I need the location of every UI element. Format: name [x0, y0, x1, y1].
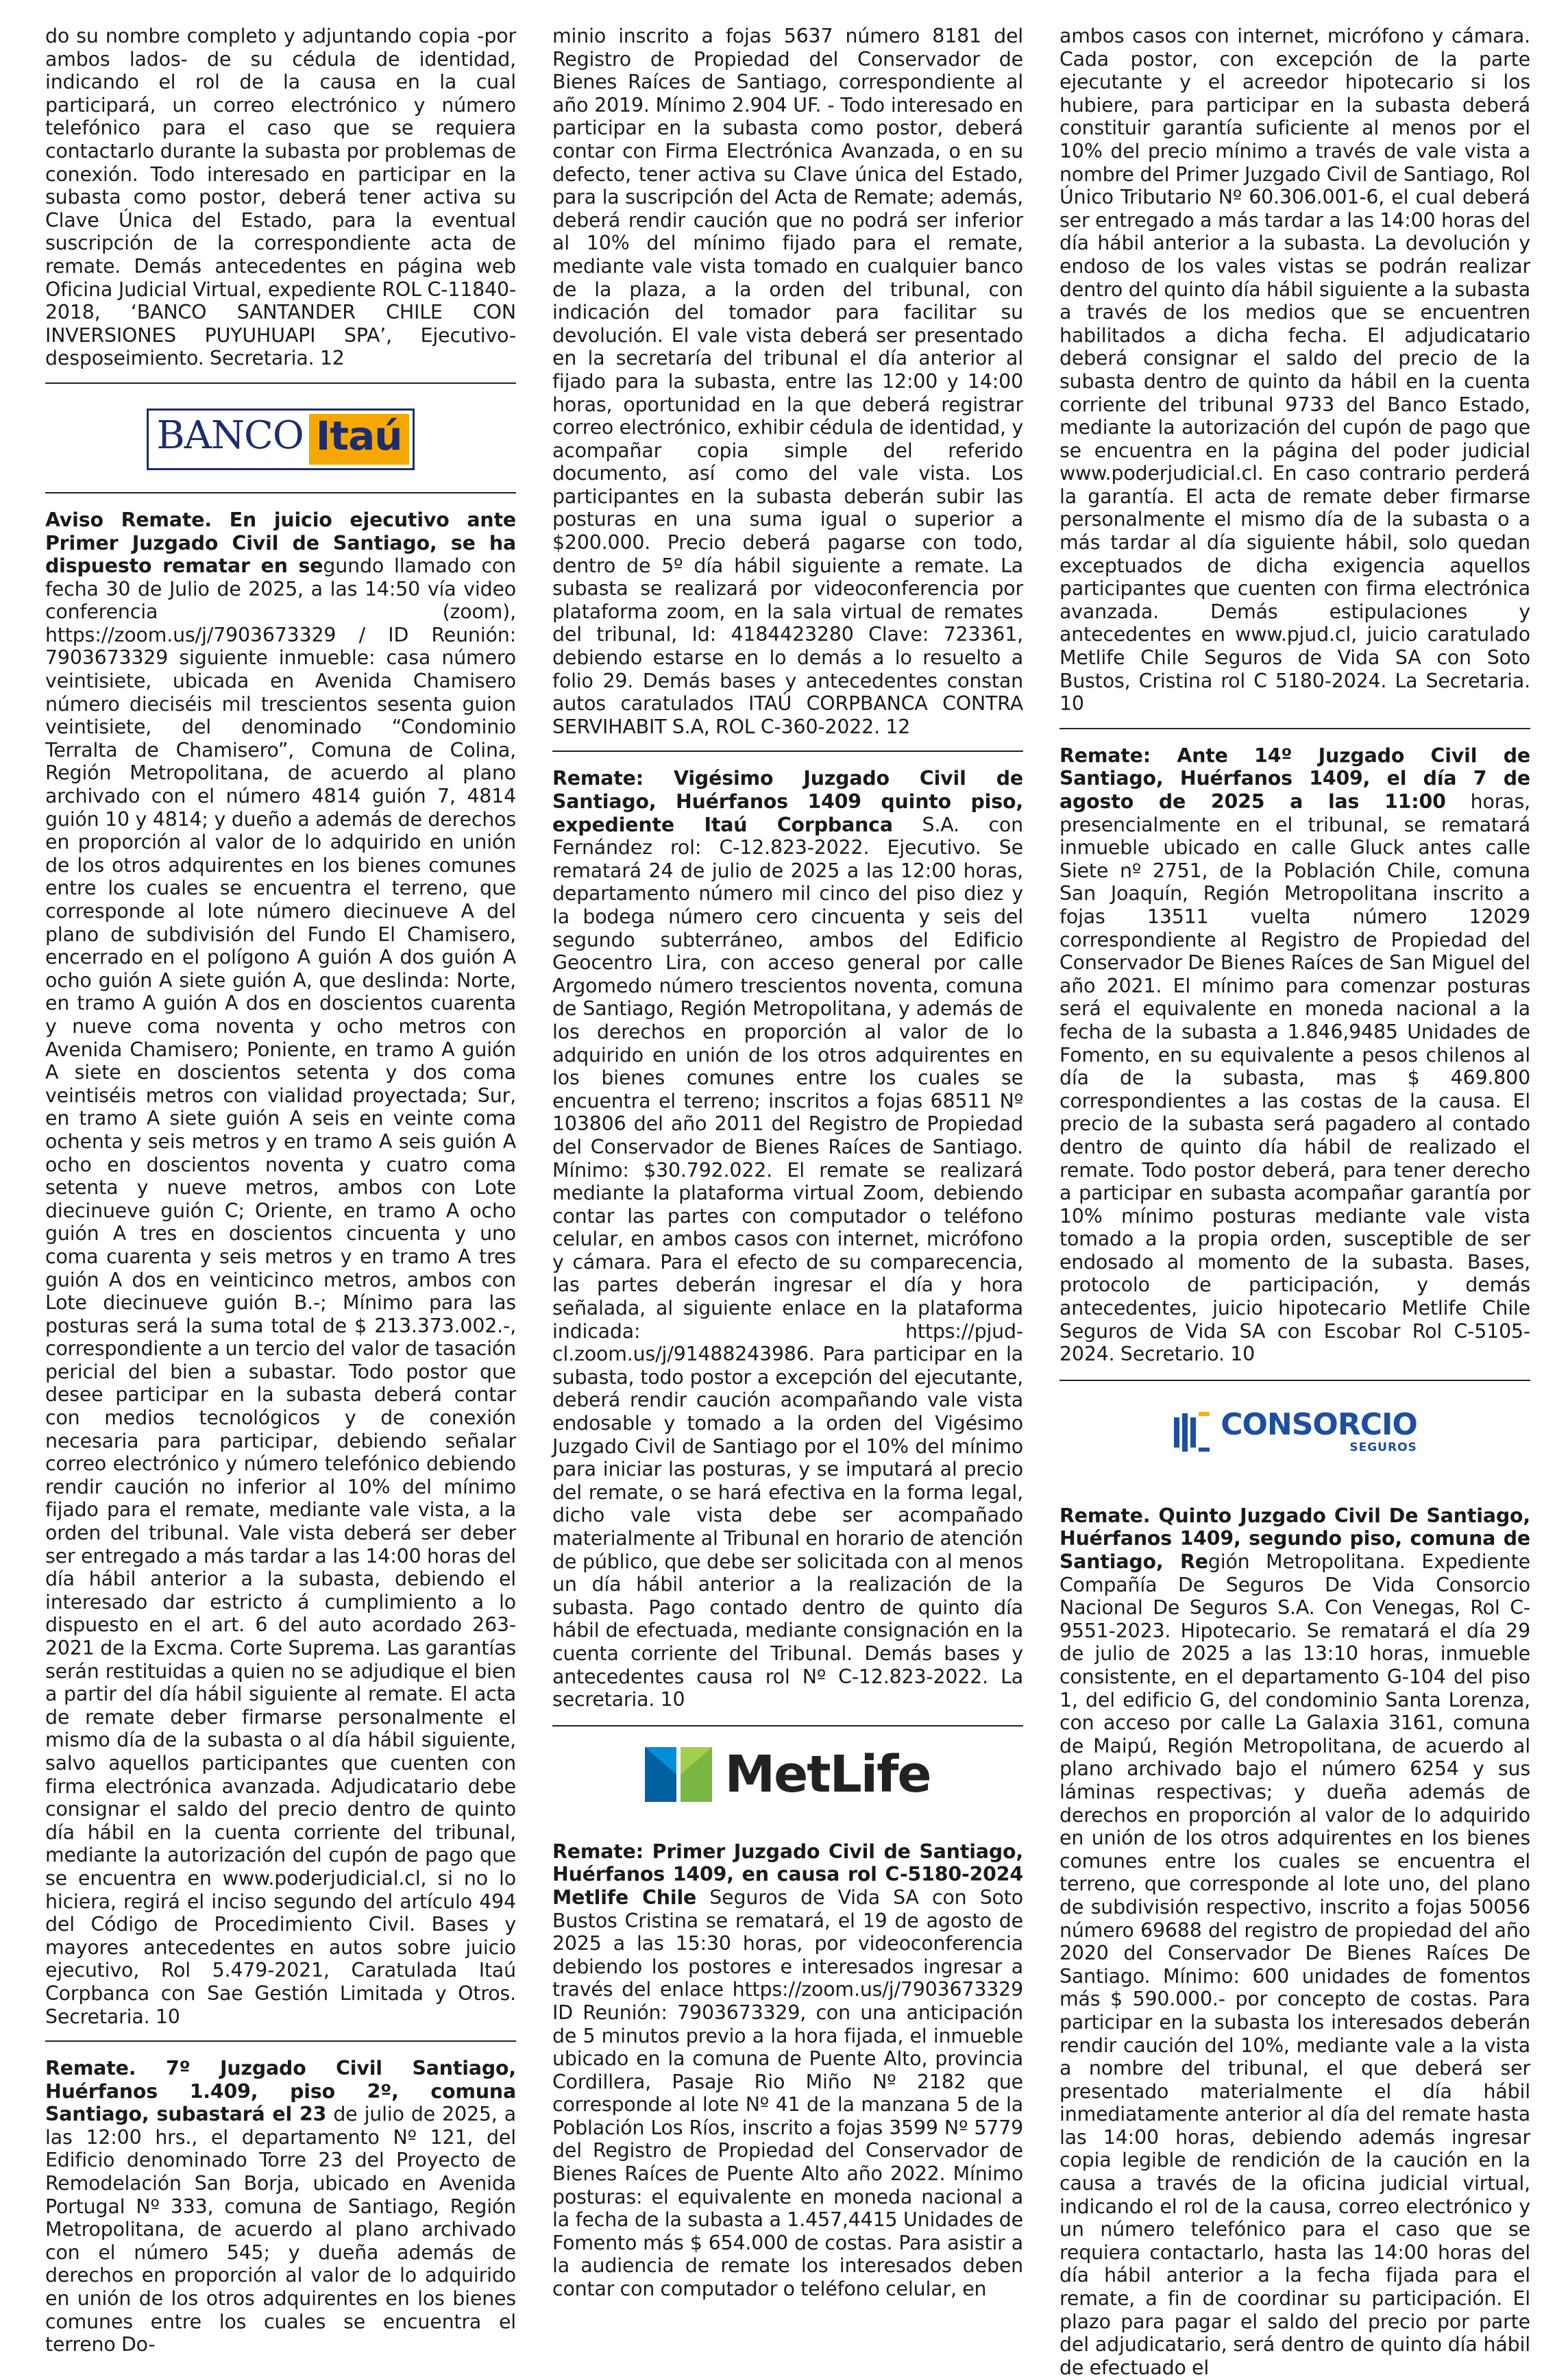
notice-metlife-soto: Remate: Primer Juzgado Civil de Santiago, Huérfanos 1409, en causa rol C-5180-2024 Metlife Chile Seguros de Vida SA con Soto Bustos Cristina se rematará, el 19 de agosto de 2025 a las 15:30 horas, por videoconferencia debiendo los postores e interesados ingresar a través del enlace https://zoom.us/j/7903673329 ID Reunión: 7903673329, con una anticipación de 5 minutos previo a la hora fijada, el inmueble ubicado en la comuna de Puente Alto, provincia Cordillera, Pasaje Rio Miño Nº 2182 que corresponde al lote Nº 41 de la manzana 5 de la Población Los Ríos, inscrito a fojas 3599 Nº 5779 del Registro de Propiedad del Conservador de Bienes Raíces de Puente Alto año 2022. Mínimo posturas: el equivalente en moneda nacional a la fecha de la subasta a 1.457,4415 Unidades de Fomento más $ 654.000 de costas. Para asistir a la audiencia de remate los interesados deben contar con computador o teléfono celular, en	[552, 1840, 1023, 2301]
notice-itau-chamisero: Aviso Remate. En juicio ejecutivo ante Primer Juzgado Civil de Santiago, se ha dispuesto rematar en segundo llamado con fecha 30 de Julio de 2025, a las 14:50 vía video conferencia (zoom), https://zoom.us/j/7903673329 / ID Reunión: 7903673329 siguiente inmueble: casa número veintisiete, ubicada en Avenida Chamisero número dieciséis mil trescientos sesenta guion veintisiete, del denominado “Condominio Terralta de Chamisero”, Comuna de Colina, Región Metropolitana, de acuerdo al plano archivado con el número 4814 guión 7, 4814 guión 10 y 4814; y dueño a además de derechos en proporción al valor de lo adquirido en unión de los otros adquirentes en los bienes comunes entre los cuales se encuentra el terreno, que corresponde al lote número diecinueve A del plano de subdivisión del Fundo El Chamisero, encerrado en el polígono A guión A dos guión A ocho guión A siete guión A, que deslinda: Norte, en tramo A guión A dos en doscientos cuarenta y nueve coma noventa y ocho metros con Avenida Chamisero; Poniente, en tramo A guión A siete en doscientos setenta y dos coma veintiséis metros con vialidad proyectada; Sur, en tramo A siete guión A seis en veinte coma ochenta y seis metros y en tramo A seis guión A ocho en doscientos noventa y cuatro coma setenta y nueve metros, ambos con Lote diecinueve guión C; Oriente, en tramo A ocho guión A tres en doscientos cincuenta y uno coma cuarenta y seis metros y en tramo A tres guión A dos en veinticinco metros, ambos con Lote diecinueve guión B.-; Mínimo para las posturas será la suma total de $ 213.373.002.-, correspondiente a un tercio del valor de tasación pericial del bien a subastar. Todo postor que desee participar en la subasta deberá contar con medios tecnológicos y de conexión necesaria para participar, debiendo señalar correo electrónico y número telefónico debiendo rendir caución no inferior al 10% del mínimo fijado para el remate, mediante vale vista, a la orden del tribunal. Vale vista deberá ser deber ser entregado a más tardar a las 14:00 horas del día hábil anterior a la subasta, debiendo el interesado dar estricto á cumplimiento a lo dispuesto en el art. 6 del auto acordado 263-2021 de la Excma. Corte Suprema. Las garantías serán restituidas a quien no se adjudique el bien a partir del día hábil siguiente al remate. El acta de remate deber firmarse personalmente el mismo día de la subasta o al día hábil siguiente, salvo aquellos participantes que cuenten con firma electrónica avanzada. Adjudicatario debe consignar el saldo del precio dentro de quinto día hábil en la cuenta corriente del tribunal, mediante la autorización del cupón de pago que se encuentra en www.poderjudicial.cl, si no lo hiciera, regirá el inciso segundo del artículo 494 del Código de Procedimiento Civil. Bases y mayores antecedentes en autos sobre juicio ejecutivo, Rol 5.479-2021, Caratulada Itaú Corpbanca con Sae Gestión Limitada y Otros. Secretaria. 10	[45, 508, 516, 2028]
metlife-logo	[552, 1739, 1023, 1810]
notice-vigesimo-juzgado: Remate: Vigésimo Juzgado Civil de Santiago, Huérfanos 1409 quinto piso, expediente Itaú Corpbanca S.A. con Fernández rol: C-12.823-2022. Ejecutivo. Se rematará 24 de julio de 2025 a las 12:00 horas, departamento número mil cinco del piso diez y la bodega número cero cincuenta y seis del segundo subterráneo, ambos del Edificio Geocentro Lira, con acceso general por calle Argomedo número trescientos noventa, comuna de Santiago, Región Metropolitana, y además de los derechos en proporción al valor de lo adquirido en unión de los otros adquirentes en los bienes comunes entre los cuales se encuentra el terreno; inscritos a fojas 68511 Nº 103806 del año 2011 del Registro de Propiedad del Conservador de Bienes Raíces de Santiago. Mínimo: $30.792.022. El remate se realizará mediante la plataforma virtual Zoom, debiendo contar las partes con computador o teléfono celular, en ambos casos con internet, micrófono y cámara. Para el efecto de su comparecencia, las partes deberán ingresar el día y hora señalada, al siguiente enlace en la plataforma indicada: https://pjud-cl.zoom.us/j/91488243986. Para participar en la subasta, todo postor a excepción del ejecutante, deberá rendir caución acompañando vale vista endosable y tomado a la orden del Vigésimo Juzgado Civil de Santiago por el 10% del mínimo para iniciar las posturas, y se imputará al precio del remate, o se hará efectiva en la forma legal, dicho vale vista debe ser acompañado materialmente al Tribunal en horario de atención de público, que debe ser solicitada con al menos un día hábil anterior a la realización de la subasta. Pago contado dentro de quinto día hábil de efectuada, mediante consignación en la cuenta corriente del Tribunal. Demás bases y antecedentes causa rol Nº C-12.823-2022. La secretaria. 10	[552, 767, 1023, 1711]
divider	[45, 2040, 516, 2042]
logo-itau-text: Itaú	[309, 414, 409, 465]
notice-heading: Remate: Vigésimo Juzgado Civil de Santiago, Huérfanos 1409 quinto piso, expediente Itaú Corpbanca	[552, 767, 1023, 836]
logo-banco-text: BANCO	[156, 413, 304, 458]
notice-heading: Remate. Quinto Juzgado Civil De Santiago, Huérfanos 1409, segundo piso, comuna de Santiago, Re	[1059, 1504, 1530, 1574]
metlife-mark-icon	[645, 1747, 712, 1802]
divider	[1059, 1380, 1530, 1381]
divider	[1059, 728, 1530, 729]
column-2	[552, 25, 1023, 2301]
notice-7-juzgado-tail: minio inscrito a fojas 5637 número 8181 del Registro de Propiedad del Conservador de Bienes Raíces de Santiago, correspondiente al año 2019. Mínimo 2.904 UF. - Todo interesado en participar en la subasta como postor, deberá contar con Firma Electrónica Avanzada, o en su defecto, tener activa su Clave única del Estado, para la suscripción del Acta de Remate; además, deberá rendir caución que no podrá ser inferior al 10% del mínimo fijado para el remate, mediante vale vista tomado en cualquier banco de la plaza, a la orden del tribunal, con indicación del tomador para facilitar su devolución. El vale vista deberá ser presentado en la secretaría del tribunal el día anterior al fijado para la subasta, entre las 12:00 y 14:00 horas, oportunidad en la que deberá registrar correo electrónico, exhibir cédula de identidad, y acompañar copia simple del referido documento, así como del vale vista. Los participantes en la subasta deberán subir las posturas en una suma igual o superior a $200.000. Precio deberá pagarse con todo, dentro de 5º día hábil siguiente a remate. La subasta se realizará por videoconferencia por plataforma zoom, en la sala virtual de remates del tribunal, Id: 4184423280 Clave: 723361, debiendo estarse en lo demás a lo resuelto a folio 29. Demás bases y antecedentes constan autos caratulados ITAÚ CORPBANCA CONTRA SERVIHABIT S.A, ROL C-360-2022. 12	[552, 25, 1023, 738]
consorcio-mark-icon	[1173, 1411, 1211, 1453]
banco-itau-logo	[45, 399, 516, 480]
notice-metlife-soto-tail: ambos casos con internet, micrófono y cámara. Cada postor, con excepción de la parte ejecutante y el acreedor hipotecario si los hubiere, para participar en la subasta deberá constituir garantía suficiente al menos por el 10% del precio mínimo a través de vale vista a nombre del Primer Juzgado Civil de Santiago, Rol Único Tributario Nº 60.306.001-6, el cual deberá ser entregado a más tardar a las 14:00 horas del día hábil anterior a la subasta. La devolución y endoso de los vales vistas se podrán realizar dentro del quinto día hábil siguiente a la subasta a través de los medios que se encuentren habilitados a dicha fecha. El adjudicatario deberá consignar el saldo del precio de la subasta dentro de quinto da hábil en la cuenta corriente del tribunal 9733 del Banco Estado, mediante la autorización del cupón de pago que se encuentra en la página del poder judicial www.poderjudicial.cl. En caso contrario perderá la garantía. El acta de remate deber firmarse personalmente el mismo día de la subasta o a más tardar al día siguiente hábil, solo quedan exceptuados de dicha exigencia aquellos participantes que cuenten con firma electrónica avanzada. Demás estipulaciones y antecedentes en www.pjud.cl, juicio caratulado Metlife Chile Seguros de Vida SA con Soto Bustos, Cristina rol C 5180-2024. La Secretaria. 10	[1059, 25, 1530, 716]
divider	[552, 751, 1023, 752]
notice-14-juzgado: Remate: Ante 14º Juzgado Civil de Santiago, Huérfanos 1409, el día 7 de agosto de 2025 a las 11:00 horas, presencialmente en el tribunal, se rematará inmueble ubicado en calle Gluck antes calle Siete nº 2751, de la Población Chile, comuna San Joaquín, Región Metropolitana inscrito a fojas 13511 vuelta número 12029 correspondiente al Registro de Propiedad del Conservador De Bienes Raíces de San Miguel del año 2021. El mínimo para comenzar posturas será el equivalente en moneda nacional a la fecha de la subasta a 1.846,9485 Unidades de Fomento, en su equivalente a pesos chilenos al día de la subasta, mas $ 469.800 correspondientes a las costas de la causa. El precio de la subasta será pagadero al contado dentro de quinto día hábil de realizado el remate. Todo postor deberá, para tener derecho a participar en subasta acompañar garantía por 10% mínimo posturas mediante vale vista tomado a la propia orden, susceptible de ser endosado al momento de la subasta. Bases, protocolo de participación, y demás antecedentes, juicio hipotecario Metlife Chile Seguros de Vida SA con Escobar Rol C-5105-2024. Secretario. 10	[1059, 744, 1530, 1366]
metlife-wordmark: MetLife	[724, 1744, 931, 1804]
divider	[552, 1725, 1023, 1727]
consorcio-sub: SEGUROS	[1349, 1440, 1417, 1454]
consorcio-logo	[1059, 1393, 1530, 1470]
notice-heading: Aviso Remate. En juicio ejecutivo ante Primer Juzgado Civil de Santiago, se ha dispuesto rematar en se	[45, 508, 516, 578]
notice-santander-tail: do su nombre completo y adjuntando copia -por ambos lados- de su cédula de identidad, indicando el rol de la causa en la cual participará, un correo electrónico y número telefónico para el caso que se requiera contactarlo durante la subasta por problemas de conexión. Todo interesado en participar en la subasta como postor, deberá tener activa su Clave Única del Estado, para la eventual suscripción de la correspondiente acta de remate. Demás antecedentes en página web Oficina Judicial Virtual, expediente ROL C-11840- 2018, ‘BANCO SANTANDER CHILE CON INVERSIONES PUYUHUAPI SPA’, Ejecutivo- desposeimiento. Secretaria. 12	[45, 25, 516, 370]
consorcio-name: CONSORCIO	[1221, 1406, 1417, 1442]
column-3	[1059, 25, 1530, 2379]
notice-7-juzgado: Remate. 7º Juzgado Civil Santiago, Huérfanos 1.409, piso 2º, comuna Santiago, subastará el 23 de julio de 2025, a las 12:00 hrs., el departamento Nº 121, del Edificio denominado Torre 23 del Proyecto de Remodelación San Borja, ubicado en Avenida Portugal Nº 333, comuna de Santiago, Región Metropolitana, de acuerdo al plano archivado con el número 545; y dueña además de derechos en proporción al valor de lo adquirido en unión de los otros adquirentes en los bienes comunes entre los cuales se encuentra el terreno Do-	[45, 2057, 516, 2356]
notice-heading: Remate: Primer Juzgado Civil de Santiago, Huérfanos 1409, en causa rol C-5180-2024 Metlife Chile	[552, 1840, 1023, 1909]
notice-consorcio-venegas: Remate. Quinto Juzgado Civil De Santiago, Huérfanos 1409, segundo piso, comuna de Santiago, Región Metropolitana. Expediente Compañía De Seguros De Vida Consorcio Nacional De Seguros S.A. Con Venegas, Rol C-9551-2023. Hipotecario. Se rematará el día 29 de julio de 2025 a las 13:10 horas, inmueble consistente, en el departamento G-104 del piso 1, del edificio G, del condominio Santa Lorenza, con acceso por calle La Galaxia 3161, comuna de Maipú, Región Metropolitana, de acuerdo al plano archivado bajo el número 6254 y sus láminas respectivas; y dueña además de derechos en proporción al valor de lo adquirido en unión de los otros adquirentes en los bienes comunes entre los cuales se encuentra el terreno, que corresponde al lote uno, del plano de subdivisión respectivo, inscrito a fojas 50056 número 69688 del registro de propiedad del año 2020 del Conservador De Bienes Raíces De Santiago. Mínimo: 600 unidades de fomentos más $ 590.000.- por concepto de costas. Para participar en la subasta los interesados deberán rendir caución del 10%, mediante vale a la vista a nombre del tribunal, el que deberá ser presentado materialmente el día hábil inmediatamente anterior al día del remate hasta las 14:00 horas, debiendo además ingresar copia legible de rendición de la caución en la causa a través de la oficina judicial virtual, indicando el rol de la causa, correo electrónico y un número telefónico para el caso que se requiera contactarlo, hasta las 14:00 horas del día hábil anterior a la fecha fijada para el remate, a fin de coordinar su participación. El plazo para pagar el saldo del precio por parte del adjudicatario, será dentro de quinto día hábil de efectuado el	[1059, 1504, 1530, 2379]
notice-heading: Remate: Ante 14º Juzgado Civil de Santiago, Huérfanos 1409, el día 7 de agosto de 2025 a las 11:00	[1059, 744, 1530, 813]
notice-heading: Remate. 7º Juzgado Civil Santiago, Huérfanos 1.409, piso 2º, comuna Santiago, subastará el 23	[45, 2057, 516, 2126]
column-1	[45, 25, 516, 2356]
divider	[45, 492, 516, 493]
divider	[45, 382, 516, 384]
